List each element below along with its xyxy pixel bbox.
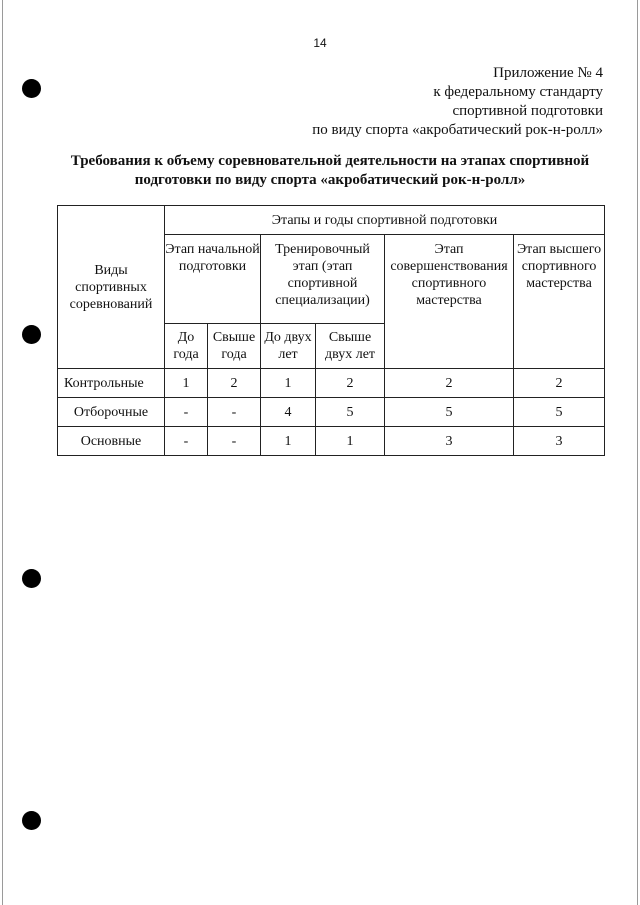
table-cell: 1	[165, 369, 208, 398]
year-header: Свыше двух лет	[316, 324, 385, 369]
table-cell: 3	[514, 427, 605, 456]
table-cell: 2	[208, 369, 261, 398]
table-cell: -	[208, 398, 261, 427]
year-header: До двух лет	[261, 324, 316, 369]
page-number: 14	[313, 36, 327, 50]
table-cell: 1	[261, 427, 316, 456]
title-line: подготовки по виду спорта «акробатический рок-н-ролл»	[134, 172, 526, 188]
appendix-line: Приложение № 4	[493, 65, 603, 81]
table-cell: -	[165, 427, 208, 456]
requirements-table	[57, 205, 605, 456]
table-cell: 2	[316, 369, 385, 398]
table-cell: 5	[514, 398, 605, 427]
kind-header: Виды спортивных соревнований	[58, 206, 165, 369]
stage-header: Этап начальной подготовки	[165, 235, 261, 324]
appendix-line: спортивной подготовки	[452, 103, 603, 119]
stage-header: Этап высшего спортивного мастерства	[514, 235, 605, 369]
title-line: Требования к объему соревновательной деятельности на этапах спортивной	[70, 153, 590, 169]
table-cell: -	[208, 427, 261, 456]
punch-hole-icon	[22, 79, 41, 98]
group-header: Этапы и годы спортивной подготовки	[165, 206, 605, 235]
table-cell: 1	[261, 369, 316, 398]
table-cell: 2	[514, 369, 605, 398]
year-header: До года	[165, 324, 208, 369]
table-cell: 5	[316, 398, 385, 427]
punch-hole-icon	[22, 811, 41, 830]
table-row	[58, 369, 605, 398]
table-cell: 5	[385, 398, 514, 427]
appendix-line: к федеральному стандарту	[433, 84, 603, 100]
appendix-line: по виду спорта «акробатический рок-н-ролл»	[312, 122, 603, 138]
header-row	[58, 206, 605, 235]
table-cell: 4	[261, 398, 316, 427]
competition-kind: Отборочные	[58, 398, 165, 427]
table-row	[58, 398, 605, 427]
table-row	[58, 427, 605, 456]
year-header: Свыше года	[208, 324, 261, 369]
table-cell: -	[165, 398, 208, 427]
stage-header: Тренировочный этап (этап спортивной специализации)	[261, 235, 385, 324]
table-cell: 1	[316, 427, 385, 456]
competition-kind: Контрольные	[58, 369, 165, 398]
appendix-header	[312, 64, 603, 140]
document-title	[48, 152, 612, 190]
punch-hole-icon	[22, 569, 41, 588]
table-cell: 2	[385, 369, 514, 398]
competition-kind: Основные	[58, 427, 165, 456]
table-cell: 3	[385, 427, 514, 456]
punch-hole-icon	[22, 325, 41, 344]
stage-header: Этап совершенствования спортивного мастерства	[385, 235, 514, 369]
